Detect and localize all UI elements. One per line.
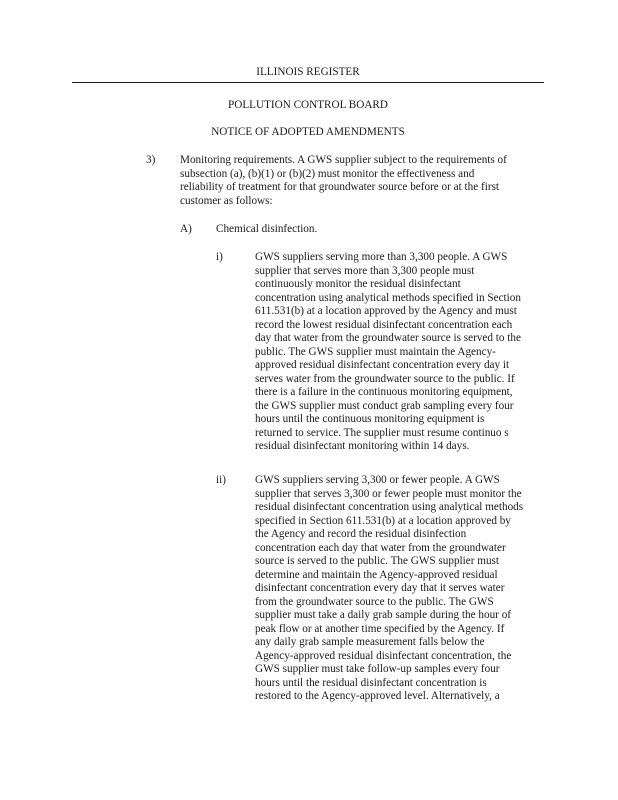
register-header: ILLINOIS REGISTER xyxy=(256,66,360,78)
item-ii-marker: ii) xyxy=(216,474,226,486)
text-line: determine and maintain the Agency-approved residual xyxy=(255,568,498,581)
text-line: residual disinfectant concentration using analytical methods xyxy=(255,501,524,513)
text-line: returned to service. The supplier must resume continuo s xyxy=(255,426,509,439)
text-line: hours until the continuous monitoring equipment is xyxy=(255,413,485,425)
header-rule xyxy=(72,82,544,83)
text-line: residual disinfectant monitoring within 14 days. xyxy=(255,440,470,452)
text-line: Agency-approved residual disinfectant concentration, the xyxy=(255,649,512,662)
text-line: any daily grab sample measurement falls below the xyxy=(255,636,485,648)
item-a-marker: A) xyxy=(180,223,192,235)
text-line: 611.531(b) at a location approved by the Agency and must xyxy=(255,305,517,317)
text-line: reliability of treatment for that groundwater source before or at the first xyxy=(180,181,500,193)
item-a-text: Chemical disinfection. xyxy=(216,223,318,235)
text-line: continuously monitor the residual disinfectant xyxy=(255,278,461,290)
text-line: the GWS supplier must conduct grab sampling every four xyxy=(255,399,514,412)
text-line: source is served to the public. The GWS supplier must xyxy=(255,555,500,567)
text-line: from the groundwater source to the public. The GWS xyxy=(255,595,494,608)
text-line: Monitoring requirements. A GWS supplier subject to the requirements of xyxy=(180,154,507,166)
text-line: supplier must take a daily grab sample during the hour of xyxy=(255,609,512,621)
text-line: serves water from the groundwater source to the public. If xyxy=(255,372,515,385)
text-line: record the lowest residual disinfectant concentration each xyxy=(255,318,513,331)
text-line: public. The GWS supplier must maintain the Agency- xyxy=(255,345,496,358)
text-line: restored to the Agency-approved level. Alternatively, a xyxy=(255,690,500,702)
text-line: disinfectant concentration every day that it serves water xyxy=(255,582,505,594)
text-line: the Agency and record the residual disinfection xyxy=(255,528,467,540)
text-line: customer as follows: xyxy=(180,194,273,207)
text-line: subsection (a), (b)(1) or (b)(2) must monitor the effectiveness and xyxy=(180,167,475,180)
text-line: specified in Section 611.531(b) at a location approved by xyxy=(255,514,511,527)
text-line: concentration using analytical methods specified in Section xyxy=(255,291,521,304)
notice-title: NOTICE OF ADOPTED AMENDMENTS xyxy=(211,126,405,138)
text-line: GWS suppliers serving more than 3,300 people. A GWS xyxy=(255,251,508,263)
text-line: peak flow or at another time specified by the Agency. If xyxy=(255,622,505,635)
text-line: GWS suppliers serving 3,300 or fewer people. A GWS xyxy=(255,474,500,486)
board-title: POLLUTION CONTROL BOARD xyxy=(228,99,388,111)
text-line: supplier that serves more than 3,300 people must xyxy=(255,264,475,277)
text-line: day that water from the groundwater source is served to the xyxy=(255,332,521,344)
item-i-marker: i) xyxy=(216,251,223,263)
item-3-marker: 3) xyxy=(146,154,156,166)
text-line: supplier that serves 3,300 or fewer people must monitor the xyxy=(255,487,522,500)
text-line: GWS supplier must take follow-up samples every four xyxy=(255,663,500,675)
text-line: hours until the residual disinfectant concentration is xyxy=(255,676,487,689)
text-line: concentration each day that water from the groundwater xyxy=(255,541,506,554)
text-line: there is a failure in the continuous monitoring equipment, xyxy=(255,386,513,398)
text-line: approved residual disinfectant concentration every day it xyxy=(255,359,510,371)
